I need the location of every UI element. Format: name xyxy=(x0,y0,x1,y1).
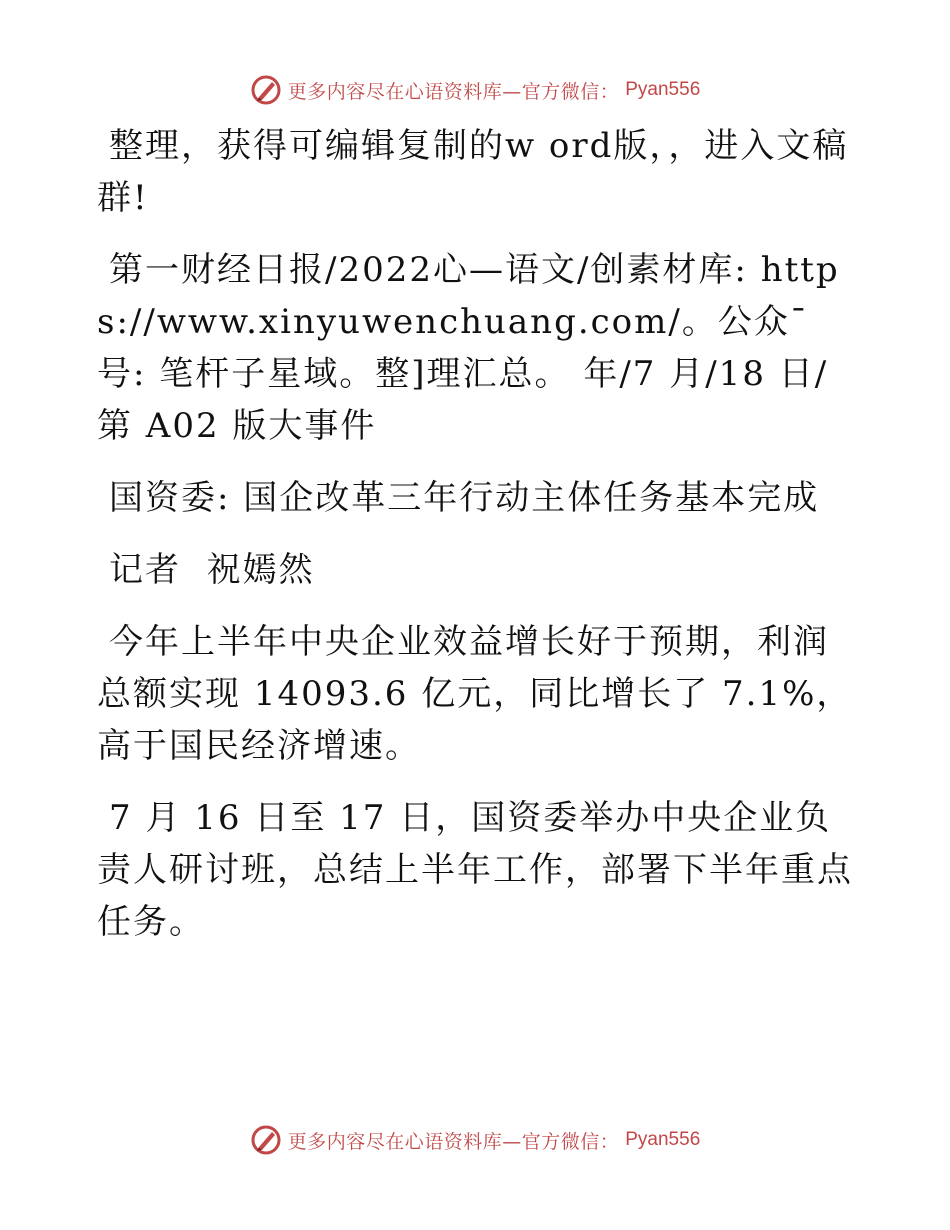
footer-watermark-banner xyxy=(0,1122,950,1158)
paragraph-intro: 整理，获得可编辑复制的w ord版，，进入文稿群! xyxy=(97,126,849,218)
paragraph-body-2: 7 月 16 日至 17 日，国资委举办中央企业负责人研讨班，总结上半年工作，部署下半年重点任务。 xyxy=(97,798,853,942)
banner-text: 更多内容尽在心语资料库—官方微信： xyxy=(287,1130,620,1153)
banner-wechat-id: Pyan556 xyxy=(625,79,701,100)
document-body xyxy=(97,120,857,968)
article-headline: 国资委: 国企改革三年行动主体任务基本完成 xyxy=(109,478,820,518)
paragraph-source: 第一财经日报/2022心—语文/创素材库: https://www.xinyuwenchuang.com/。公众¯号: 笔杆子星域。整]理汇总。 年/7 月/18 日/第 A02 版大事件 xyxy=(97,250,840,446)
pen-logo-icon xyxy=(250,74,282,106)
paragraph-body-1: 今年上半年中央企业效益增长好于预期，利润总额实现 14093.6 亿元，同比增长了 7.1%，高于国民经济增速。 xyxy=(97,622,853,766)
header-watermark-banner xyxy=(0,72,950,108)
banner-wechat-id: Pyan556 xyxy=(625,1129,701,1150)
banner-text: 更多内容尽在心语资料库—官方微信： xyxy=(287,80,620,103)
article-byline: 记者 祝嫣然 xyxy=(109,550,315,590)
pen-logo-icon xyxy=(250,1124,282,1156)
